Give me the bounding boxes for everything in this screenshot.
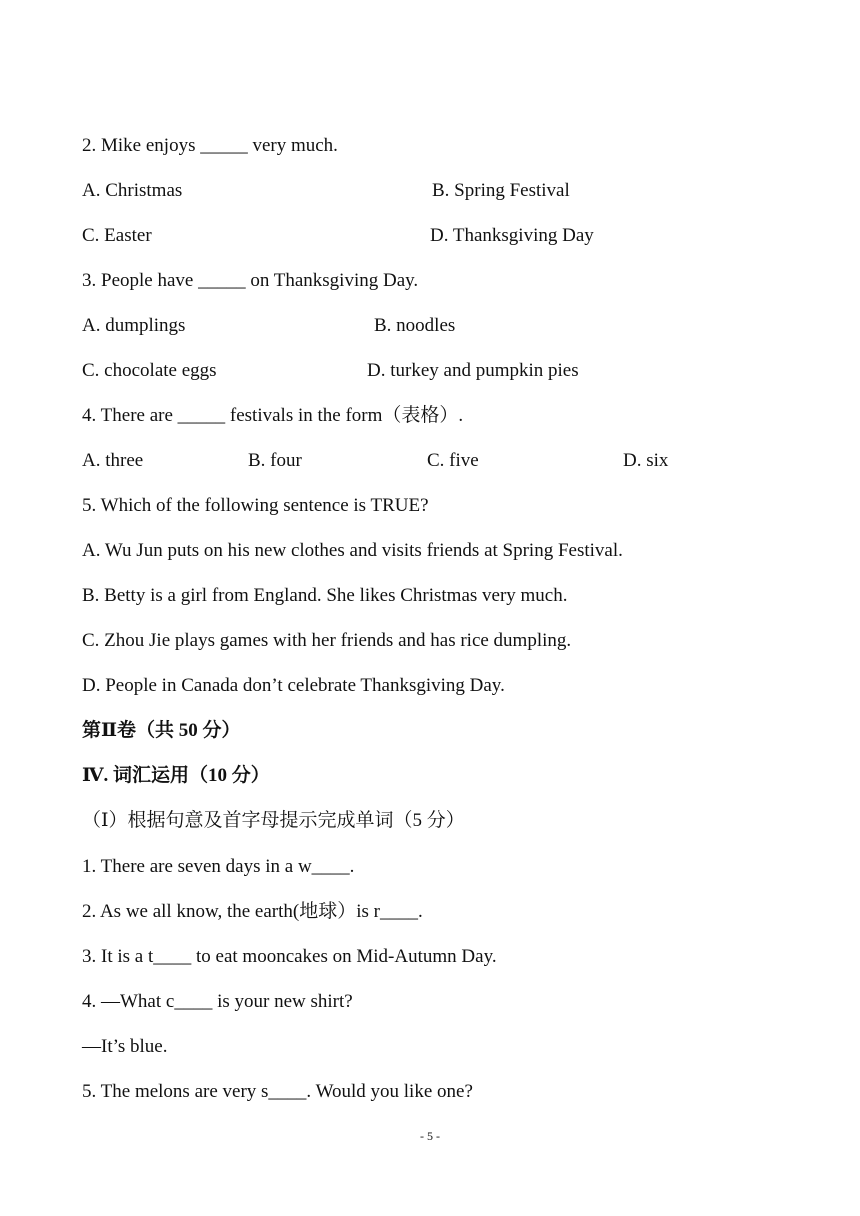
q4-option-a: A. three (82, 450, 144, 471)
question-4-stem: 4. There are _____ festivals in the form（表格）. (82, 405, 464, 426)
vocab-item-2: 2. As we all know, the earth(地球）is r____. (82, 901, 423, 922)
q5-option-a: A. Wu Jun puts on his new clothes and visits friends at Spring Festival. (82, 540, 623, 561)
q5-option-c: C. Zhou Jie plays games with her friends and has rice dumpling. (82, 630, 572, 651)
section-4-part-1-title: （Ⅰ）根据句意及首字母提示完成单词（5 分） (82, 810, 465, 831)
vocab-item-4-answer: —It’s blue. (82, 1036, 168, 1057)
q2-option-d: D. Thanksgiving Day (430, 225, 594, 246)
q4-option-c: C. five (427, 450, 479, 471)
question-2-stem: 2. Mike enjoys _____ very much. (82, 135, 338, 156)
q5-option-d: D. People in Canada don’t celebrate Thanksgiving Day. (82, 675, 505, 696)
section-4-title: Ⅳ. 词汇运用（10 分） (82, 765, 270, 786)
question-5-stem: 5. Which of the following sentence is TRUE? (82, 495, 429, 516)
q2-option-c: C. Easter (82, 225, 152, 246)
vocab-item-3: 3. It is a t____ to eat mooncakes on Mid-Autumn Day. (82, 946, 497, 967)
page-number: - 5 - (420, 1129, 440, 1143)
q3-option-d: D. turkey and pumpkin pies (367, 360, 579, 381)
q5-option-b: B. Betty is a girl from England. She likes Christmas very much. (82, 585, 568, 606)
vocab-item-5: 5. The melons are very s____. Would you like one? (82, 1081, 473, 1102)
q3-option-c: C. chocolate eggs (82, 360, 217, 381)
vocab-item-4-question: 4. —What c____ is your new shirt? (82, 991, 353, 1012)
question-3-stem: 3. People have _____ on Thanksgiving Day. (82, 270, 419, 291)
q4-option-d: D. six (623, 450, 669, 471)
q2-option-b: B. Spring Festival (432, 180, 570, 201)
section-2-title: 第Ⅱ卷（共 50 分） (82, 720, 241, 741)
q4-option-b: B. four (248, 450, 302, 471)
q3-option-a: A. dumplings (82, 315, 186, 336)
q3-option-b: B. noodles (374, 315, 456, 336)
q2-option-a: A. Christmas (82, 180, 183, 201)
vocab-item-1: 1. There are seven days in a w____. (82, 856, 355, 877)
